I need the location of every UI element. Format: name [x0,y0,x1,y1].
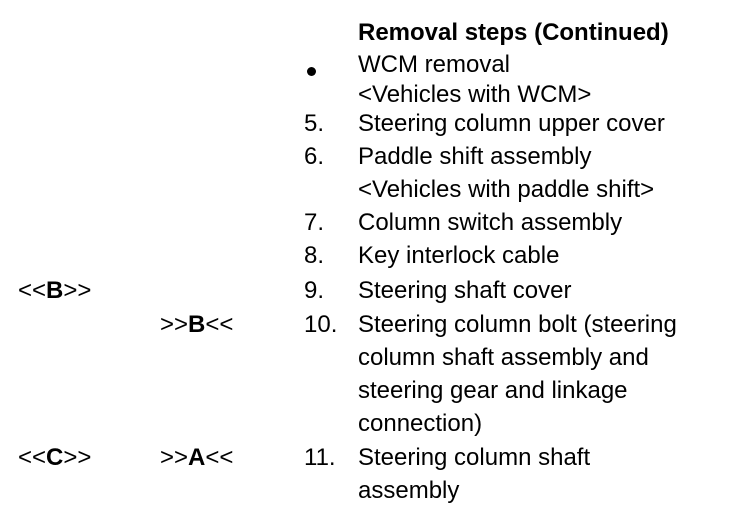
step-text-line: column shaft assembly and [358,344,649,371]
step-text-line: Steering shaft cover [358,277,572,304]
step-text-line: Steering column shaft [358,444,591,471]
step-text-line: Column switch assembly [358,209,623,236]
reference-mark-left [18,443,91,473]
step-number: 5. [304,110,325,137]
step-number: 6. [304,143,325,170]
step-text-line: <Vehicles with WCM> [358,81,592,108]
ref-letter: B [46,277,64,304]
ref-letter: A [188,444,206,471]
ref-letter: C [46,444,64,471]
step-number: 8. [304,242,325,269]
ref-pre: << [18,277,47,304]
reference-mark-right [160,310,233,340]
step-text-line: assembly [358,477,460,504]
reference-mark-left [18,276,91,306]
step-text-line: WCM removal [358,51,511,78]
ref-post: >> [63,444,92,471]
step-text-line: steering gear and linkage [358,377,628,404]
reference-mark-right [160,443,233,473]
step-number: 7. [304,209,325,236]
ref-letter: B [188,311,206,338]
ref-pre: >> [160,311,189,338]
ref-post: >> [63,277,92,304]
ref-pre: >> [160,444,189,471]
section-heading: Removal steps (Continued) [358,19,669,46]
step-text-line: Key interlock cable [358,242,560,269]
ref-post: << [205,311,234,338]
step-number: 9. [304,277,325,304]
step-text-line: Paddle shift assembly [358,143,592,170]
step-text-line: Steering column bolt (steering [358,311,677,338]
step-number: 10. [304,311,338,338]
step-text-line: Steering column upper cover [358,110,665,137]
ref-pre: << [18,444,47,471]
bullet-icon [307,67,316,76]
step-text-line: <Vehicles with paddle shift> [358,176,655,203]
step-text-line: connection) [358,410,483,437]
ref-post: << [205,444,234,471]
step-number: 11. [304,444,336,471]
